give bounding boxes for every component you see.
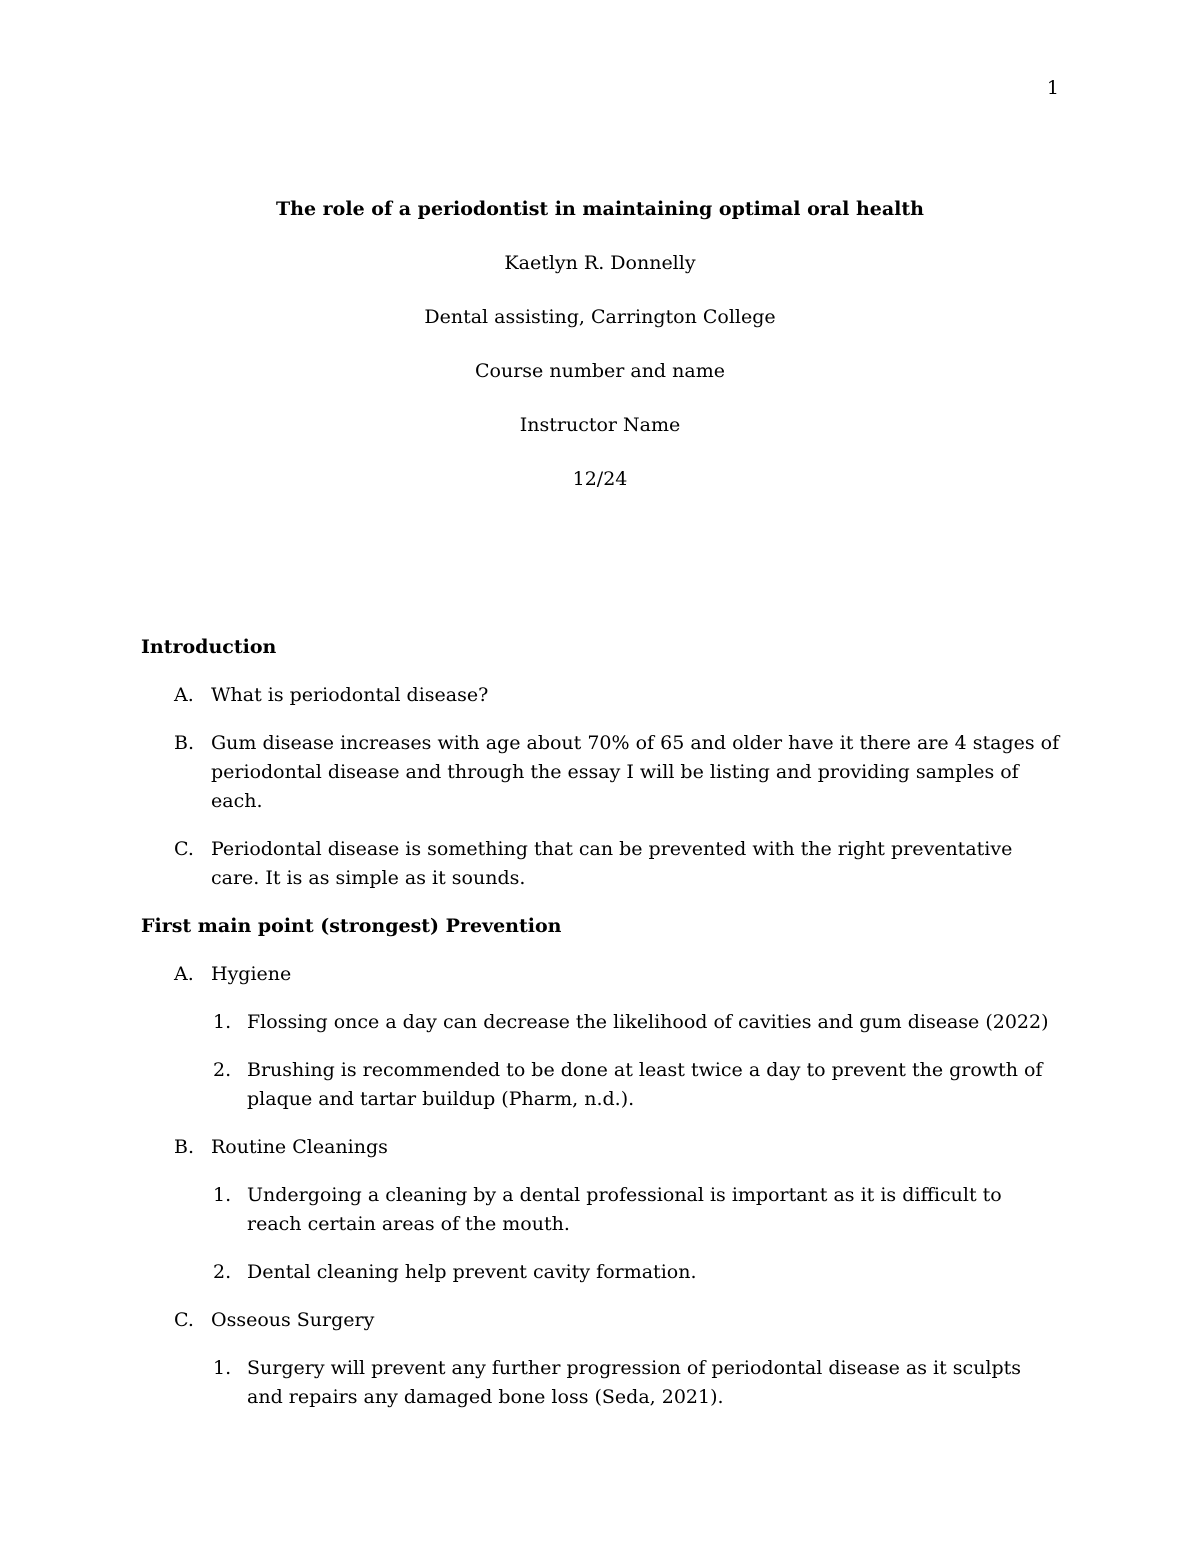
author-name: Kaetlyn R. Donnelly: [504, 252, 696, 274]
section-routine-cleanings: [141, 1133, 1061, 1162]
first-point-heading: First main point (strongest) Prevention: [141, 915, 562, 937]
surgery-item-1: [141, 1354, 1061, 1412]
list-marker: 1.: [213, 1357, 232, 1379]
affiliation: Dental assisting, Carrington College: [424, 306, 776, 328]
list-marker: C.: [174, 838, 194, 860]
list-item-text: Surgery will prevent any further progression of periodontal disease as it sculpts and repairs any damaged bone loss (Seda, 2021).: [247, 1357, 1022, 1408]
hygiene-item-1: [141, 1008, 1061, 1037]
course-info: Course number and name: [475, 360, 725, 382]
instructor-name: Instructor Name: [519, 414, 681, 436]
list-item-text: Flossing once a day can decrease the likelihood of cavities and gum disease (2022): [247, 1011, 1049, 1033]
intro-item-a: [141, 681, 1061, 710]
paper-title: The role of a periodontist in maintaining optimal oral health: [276, 198, 924, 220]
list-marker: A.: [174, 684, 194, 706]
list-item-text: Gum disease increases with age about 70% of 65 and older have it there are 4 stages of periodontal disease and through the essay I will be listing and providing samples of each.: [211, 732, 1060, 812]
cleanings-item-1: [141, 1181, 1061, 1239]
section-title: Hygiene: [211, 963, 292, 985]
list-item-text: Periodontal disease is something that can be prevented with the right preventative care. It is as simple as it sounds.: [211, 838, 1013, 889]
list-marker: B.: [174, 732, 195, 754]
list-item-text: Dental cleaning help prevent cavity formation.: [247, 1261, 697, 1283]
list-marker: 2.: [213, 1261, 232, 1283]
page-number: 1: [1046, 77, 1059, 99]
intro-item-c: [141, 835, 1061, 893]
section-title: Routine Cleanings: [211, 1136, 388, 1158]
title-page: [0, 195, 1200, 519]
outline-body: [141, 633, 1061, 1431]
list-marker: A.: [174, 963, 194, 985]
section-hygiene: [141, 960, 1061, 989]
list-item-text: What is periodontal disease?: [211, 684, 489, 706]
section-osseous-surgery: [141, 1306, 1061, 1335]
cleanings-item-2: [141, 1258, 1061, 1287]
list-item-text: Brushing is recommended to be done at least twice a day to prevent the growth of plaque and tartar buildup (Pharm, n.d.).: [247, 1059, 1043, 1110]
list-marker: C.: [174, 1309, 194, 1331]
list-marker: 1.: [213, 1011, 232, 1033]
section-title: Osseous Surgery: [211, 1309, 375, 1331]
intro-item-b: [141, 729, 1061, 816]
hygiene-item-2: [141, 1056, 1061, 1114]
introduction-heading: Introduction: [141, 636, 277, 658]
list-marker: 2.: [213, 1059, 232, 1081]
list-item-text: Undergoing a cleaning by a dental professional is important as it is difficult to reach certain areas of the mouth.: [247, 1184, 1002, 1235]
list-marker: B.: [174, 1136, 195, 1158]
list-marker: 1.: [213, 1184, 232, 1206]
paper-date: 12/24: [572, 468, 628, 490]
